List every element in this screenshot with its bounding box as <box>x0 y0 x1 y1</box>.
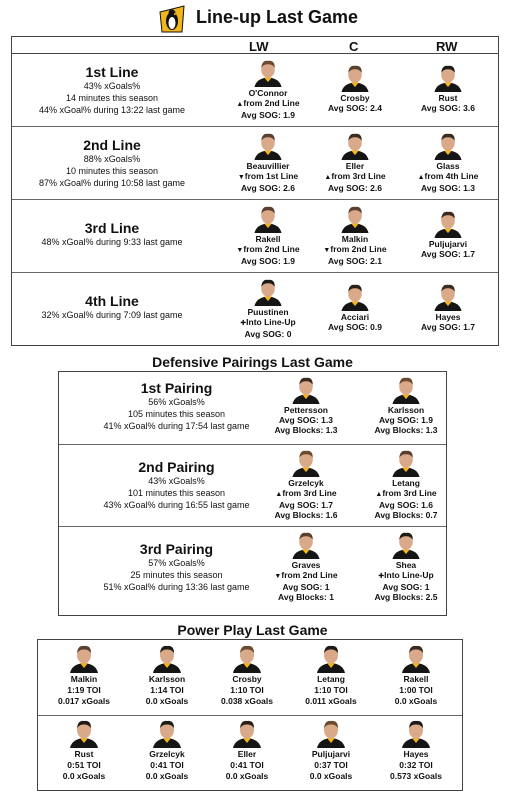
defensive-pair-row <box>59 372 446 445</box>
player-card <box>363 530 449 602</box>
player-avg-sog: Avg SOG: 1.9 <box>240 110 295 120</box>
player-headshot-icon <box>400 643 432 673</box>
player-name: Grzelcyk <box>149 749 185 759</box>
player-movement-note <box>225 171 311 183</box>
player-card <box>263 375 349 435</box>
player-xgoals: 0.0 xGoals <box>145 696 189 706</box>
player-card <box>405 131 491 193</box>
player-name: Letang <box>392 478 420 488</box>
player-headshot-icon <box>252 277 284 306</box>
player-name: Karlsson <box>387 405 425 415</box>
player-avg-sog: Avg SOG: 1.7 <box>278 500 333 510</box>
player-toi: 0:51 TOI <box>67 760 101 770</box>
unit-stat: 41% xGoal% during 17:54 last game <box>103 421 250 431</box>
player-card <box>225 277 311 339</box>
player-avg-sog: Avg SOG: 1 <box>282 582 330 592</box>
player-headshot-icon <box>290 375 322 404</box>
player-toi: 1:10 TOI <box>230 685 264 695</box>
powerplay-table <box>37 639 463 791</box>
movement-text: from 3rd Line <box>331 171 386 181</box>
movement-text: from 2nd Line <box>243 244 300 254</box>
movement-text: Into Line-Up <box>384 570 434 580</box>
player-avg-sog: Avg SOG: 1.9 <box>240 256 295 266</box>
movement-text: Into Line-Up <box>246 317 296 327</box>
player-name: Acciari <box>340 312 370 322</box>
player-name: Rakell <box>255 234 281 244</box>
player-card <box>405 209 491 259</box>
defensive-pair-row <box>59 527 446 615</box>
player-headshot-icon <box>151 643 183 673</box>
player-avg-sog: Avg SOG: 1 <box>382 582 430 592</box>
player-headshot-icon <box>252 131 284 160</box>
unit-stat: 25 minutes this season <box>130 570 223 580</box>
unit-stat: 105 minutes this season <box>127 409 226 419</box>
player-card <box>312 282 398 332</box>
down-arrow-icon: ▼ <box>236 247 244 254</box>
player-name: Graves <box>291 560 321 570</box>
unit-title: 3rd Pairing <box>139 541 214 557</box>
unit-stat: 48% xGoal% during 9:33 last game <box>41 237 183 247</box>
player-card <box>405 63 491 113</box>
forward-line-row <box>12 54 498 127</box>
player-movement-note <box>225 317 311 329</box>
player-card <box>363 375 449 435</box>
header-c: C <box>349 39 359 54</box>
player-headshot-icon <box>231 718 263 748</box>
player-headshot-icon <box>390 530 422 559</box>
up-arrow-icon: ▲ <box>236 101 244 108</box>
player-avg-sog: Avg SOG: 1.6 <box>378 500 433 510</box>
player-name: Shea <box>395 560 417 570</box>
powerplay-divider <box>38 715 462 716</box>
player-card <box>312 63 398 113</box>
movement-text: from 4th Line <box>424 171 479 181</box>
player-headshot-icon <box>68 643 100 673</box>
lineup-title: Line-up Last Game <box>196 7 359 27</box>
player-headshot-icon <box>231 643 263 673</box>
powerplay-title: Power Play Last Game <box>177 622 328 638</box>
unit-stat: 44% xGoal% during 13:22 last game <box>38 105 186 115</box>
unit-title: 3rd Line <box>84 220 140 236</box>
powerplay-player-card <box>380 643 452 707</box>
unit-title: 2nd Line <box>83 137 141 153</box>
player-xgoals: 0.573 xGoals <box>390 771 442 781</box>
player-name: O'Connor <box>248 88 288 98</box>
player-name: Grzelcyk <box>288 478 324 488</box>
movement-text: from 1st Line <box>244 171 299 181</box>
unit-stat: 43% xGoals% <box>148 476 205 486</box>
player-card <box>225 58 311 120</box>
player-headshot-icon <box>252 204 284 233</box>
player-toi: 1:00 TOI <box>399 685 433 695</box>
player-headshot-icon <box>290 530 322 559</box>
powerplay-player-card <box>131 643 203 707</box>
unit-summary <box>99 380 254 432</box>
player-headshot-icon <box>432 63 464 92</box>
unit-stat: 101 minutes this season <box>127 488 226 498</box>
player-xgoals: 0.038 xGoals <box>221 696 273 706</box>
unit-stat: 56% xGoals% <box>148 397 205 407</box>
up-arrow-icon: ▲ <box>275 491 283 498</box>
unit-title: 4th Line <box>85 293 139 309</box>
player-xgoals: 0.0 xGoals <box>145 771 189 781</box>
player-name: Rust <box>438 93 458 103</box>
player-toi: 1:10 TOI <box>314 685 348 695</box>
player-movement-note <box>312 244 398 256</box>
player-movement-note <box>363 570 449 582</box>
player-movement-note <box>363 488 449 500</box>
player-avg-sog: Avg SOG: 2.6 <box>240 183 295 193</box>
player-name: Eller <box>237 749 257 759</box>
unit-stat: 10 minutes this season <box>65 166 159 176</box>
powerplay-player-card <box>380 718 452 782</box>
plus-icon: ✚ <box>378 573 385 580</box>
unit-stat: 88% xGoals% <box>83 154 141 164</box>
player-headshot-icon <box>290 448 322 477</box>
player-name: Puljujarvi <box>311 749 351 759</box>
player-name: Hayes <box>403 749 429 759</box>
down-arrow-icon: ▼ <box>237 174 245 181</box>
player-toi: 0:41 TOI <box>150 760 184 770</box>
unit-stat: 57% xGoals% <box>148 558 205 568</box>
powerplay-player-card <box>131 718 203 782</box>
unit-stat: 14 minutes this season <box>65 93 159 103</box>
player-name: Pettersson <box>284 405 328 415</box>
player-card <box>312 131 398 193</box>
player-avg-blocks: Avg Blocks: 1.3 <box>274 425 338 435</box>
player-headshot-icon <box>151 718 183 748</box>
unit-title: 2nd Pairing <box>138 459 215 475</box>
player-card <box>363 448 449 520</box>
player-xgoals: 0.0 xGoals <box>309 771 353 781</box>
player-name: Beauvillier <box>246 161 290 171</box>
player-card <box>263 448 349 520</box>
down-arrow-icon: ▼ <box>274 573 282 580</box>
down-arrow-icon: ▼ <box>323 247 331 254</box>
player-name: Eller <box>345 161 365 171</box>
player-headshot-icon <box>339 63 371 92</box>
player-toi: 0:41 TOI <box>230 760 264 770</box>
player-headshot-icon <box>315 643 347 673</box>
movement-text: from 2nd Line <box>243 98 300 108</box>
player-name: Malkin <box>341 234 369 244</box>
powerplay-player-card <box>48 718 120 782</box>
player-headshot-icon <box>339 131 371 160</box>
player-headshot-icon <box>432 209 464 238</box>
up-arrow-icon: ▲ <box>375 491 383 498</box>
player-movement-note <box>405 171 491 183</box>
player-card <box>225 131 311 193</box>
player-avg-blocks: Avg Blocks: 2.5 <box>374 592 438 602</box>
powerplay-player-card <box>48 643 120 707</box>
unit-summary <box>99 459 254 511</box>
up-arrow-icon: ▲ <box>324 174 332 181</box>
player-name: Crosby <box>232 674 262 684</box>
player-avg-sog: Avg SOG: 1.9 <box>378 415 433 425</box>
player-headshot-icon <box>432 282 464 311</box>
player-avg-sog: Avg SOG: 2.4 <box>327 103 382 113</box>
unit-stat: 43% xGoal% during 16:55 last game <box>103 500 250 510</box>
player-movement-note <box>225 244 311 256</box>
player-avg-sog: Avg SOG: 0.9 <box>327 322 382 332</box>
forward-line-row <box>12 200 498 273</box>
movement-text: from 2nd Line <box>330 244 387 254</box>
player-avg-blocks: Avg Blocks: 1.3 <box>374 425 438 435</box>
unit-summary <box>12 220 212 248</box>
player-name: Malkin <box>70 674 98 684</box>
player-name: Glass <box>436 161 460 171</box>
powerplay-player-card <box>211 643 283 707</box>
player-name: Puustinen <box>247 307 289 317</box>
player-card <box>263 530 349 602</box>
player-headshot-icon <box>432 131 464 160</box>
player-movement-note <box>263 570 349 582</box>
unit-stat: 43% xGoals% <box>83 81 141 91</box>
defense-title: Defensive Pairings Last Game <box>152 354 353 370</box>
penguins-logo-icon <box>158 4 186 34</box>
unit-stat: 87% xGoal% during 10:58 last game <box>38 178 186 188</box>
player-movement-note <box>312 171 398 183</box>
player-name: Letang <box>317 674 345 684</box>
player-headshot-icon <box>390 375 422 404</box>
player-avg-sog: Avg SOG: 2.6 <box>327 183 382 193</box>
forward-line-row <box>12 127 498 200</box>
player-headshot-icon <box>68 718 100 748</box>
player-name: Rust <box>74 749 94 759</box>
unit-stat: 32% xGoal% during 7:09 last game <box>41 310 183 320</box>
player-name: Hayes <box>435 312 461 322</box>
unit-summary <box>12 293 212 321</box>
player-xgoals: 0.0 xGoals <box>225 771 269 781</box>
player-name: Karlsson <box>148 674 186 684</box>
player-movement-note <box>263 488 349 500</box>
player-xgoals: 0.011 xGoals <box>305 696 357 706</box>
forward-lines-table <box>11 36 499 346</box>
player-avg-sog: Avg SOG: 1.7 <box>420 249 475 259</box>
forward-line-row <box>12 273 498 346</box>
player-headshot-icon <box>400 718 432 748</box>
movement-text: from 3rd Line <box>282 488 337 498</box>
movement-text: from 3rd Line <box>382 488 437 498</box>
up-arrow-icon: ▲ <box>417 174 425 181</box>
player-movement-note <box>225 98 311 110</box>
player-headshot-icon <box>339 204 371 233</box>
defensive-pair-row <box>59 445 446 527</box>
player-avg-sog: Avg SOG: 1.3 <box>278 415 333 425</box>
unit-title: 1st Line <box>85 64 139 80</box>
player-toi: 0:32 TOI <box>399 760 433 770</box>
header-lw: LW <box>249 39 269 54</box>
player-card <box>405 282 491 332</box>
player-name: Crosby <box>340 93 370 103</box>
lineup-header-row <box>12 37 498 54</box>
player-avg-blocks: Avg Blocks: 0.7 <box>374 510 438 520</box>
player-xgoals: 0.0 xGoals <box>394 696 438 706</box>
player-avg-blocks: Avg Blocks: 1.6 <box>274 510 338 520</box>
unit-summary <box>99 541 254 593</box>
player-avg-sog: Avg SOG: 1.7 <box>420 322 475 332</box>
unit-stat: 51% xGoal% during 13:36 last game <box>103 582 250 592</box>
defensive-pairings-table <box>58 371 447 616</box>
player-headshot-icon <box>252 58 284 87</box>
player-avg-sog: Avg SOG: 3.6 <box>420 103 475 113</box>
player-name: Puljujarvi <box>428 239 468 249</box>
unit-summary <box>12 64 212 116</box>
player-headshot-icon <box>339 282 371 311</box>
plus-icon: ✚ <box>240 320 247 327</box>
powerplay-player-card <box>211 718 283 782</box>
player-xgoals: 0.0 xGoals <box>62 771 106 781</box>
player-card <box>312 204 398 266</box>
player-avg-blocks: Avg Blocks: 1 <box>278 592 334 602</box>
player-toi: 1:14 TOI <box>150 685 184 695</box>
player-toi: 0:37 TOI <box>314 760 348 770</box>
player-headshot-icon <box>390 448 422 477</box>
powerplay-player-card <box>295 718 367 782</box>
unit-summary <box>12 137 212 189</box>
movement-text: from 2nd Line <box>281 570 338 580</box>
player-card <box>225 204 311 266</box>
player-xgoals: 0.017 xGoals <box>58 696 110 706</box>
player-name: Rakell <box>403 674 429 684</box>
unit-title: 1st Pairing <box>140 380 213 396</box>
player-avg-sog: Avg SOG: 2.1 <box>327 256 382 266</box>
player-headshot-icon <box>315 718 347 748</box>
player-avg-sog: Avg SOG: 0 <box>244 329 292 339</box>
header-rw: RW <box>436 39 458 54</box>
player-avg-sog: Avg SOG: 1.3 <box>420 183 475 193</box>
player-toi: 1:19 TOI <box>67 685 101 695</box>
powerplay-player-card <box>295 643 367 707</box>
